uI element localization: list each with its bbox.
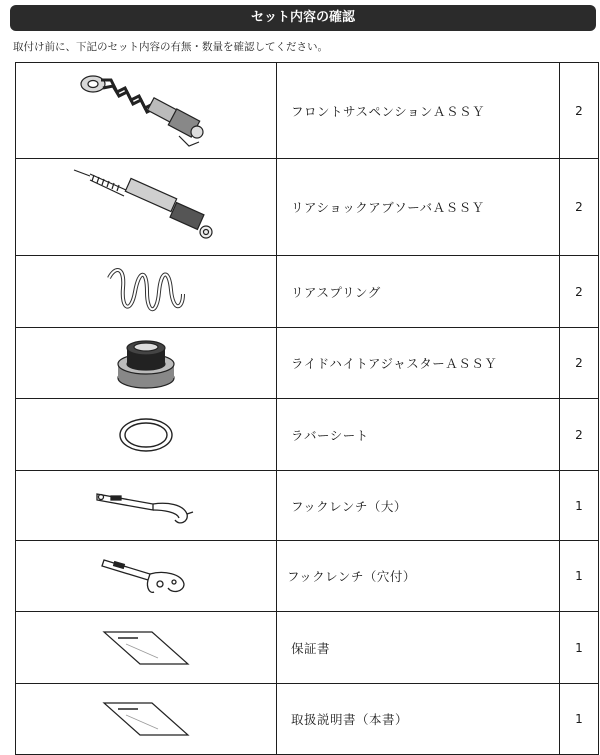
item-name: ラバーシート bbox=[277, 399, 560, 471]
coil-spring-icon bbox=[101, 264, 191, 320]
item-image-cell bbox=[16, 612, 277, 684]
item-name: リアスプリング bbox=[277, 256, 560, 328]
item-name: リアショックアブソーバＡＳＳＹ bbox=[277, 159, 560, 256]
item-name: フロントサスペンションＡＳＳＹ bbox=[277, 63, 560, 159]
kit-contents-table bbox=[15, 62, 599, 755]
item-qty: 1 bbox=[560, 541, 599, 612]
warranty-card-icon bbox=[98, 626, 194, 670]
front-strut-icon bbox=[71, 66, 221, 156]
table-row bbox=[16, 399, 599, 471]
item-qty: 1 bbox=[560, 471, 599, 541]
item-image-cell bbox=[16, 328, 277, 399]
table-row bbox=[16, 63, 599, 159]
item-qty: 2 bbox=[560, 159, 599, 256]
table-row bbox=[16, 612, 599, 684]
table-row bbox=[16, 541, 599, 612]
item-image-cell bbox=[16, 256, 277, 328]
rubber-seat-icon bbox=[116, 413, 176, 457]
item-qty: 2 bbox=[560, 63, 599, 159]
item-image-cell bbox=[16, 159, 277, 256]
table-row bbox=[16, 684, 599, 755]
table-row bbox=[16, 471, 599, 541]
item-name: 取扱説明書（本書） bbox=[277, 684, 560, 755]
ride-height-adjuster-icon bbox=[111, 334, 181, 392]
item-image-cell bbox=[16, 471, 277, 541]
item-qty: 2 bbox=[560, 328, 599, 399]
hook-wrench-large-icon bbox=[91, 484, 201, 528]
item-qty: 2 bbox=[560, 399, 599, 471]
item-qty: 1 bbox=[560, 612, 599, 684]
item-qty: 2 bbox=[560, 256, 599, 328]
item-image-cell bbox=[16, 684, 277, 755]
manual-icon bbox=[98, 697, 194, 741]
item-qty: 1 bbox=[560, 684, 599, 755]
item-image-cell bbox=[16, 63, 277, 159]
item-name: ライドハイトアジャスターＡＳＳＹ bbox=[277, 328, 560, 399]
intro-text: 取付け前に、下記のセット内容の有無・数量を確認してください。 bbox=[13, 41, 328, 53]
rear-shock-icon bbox=[66, 162, 226, 252]
item-name: 保証書 bbox=[277, 612, 560, 684]
section-title: セット内容の確認 bbox=[10, 5, 596, 31]
table-row bbox=[16, 256, 599, 328]
table-row bbox=[16, 159, 599, 256]
item-name: フックレンチ（大） bbox=[277, 471, 560, 541]
hook-wrench-hole-icon bbox=[98, 552, 194, 600]
table-row bbox=[16, 328, 599, 399]
item-image-cell bbox=[16, 541, 277, 612]
item-image-cell bbox=[16, 399, 277, 471]
item-name: フックレンチ（穴付） bbox=[277, 541, 560, 612]
